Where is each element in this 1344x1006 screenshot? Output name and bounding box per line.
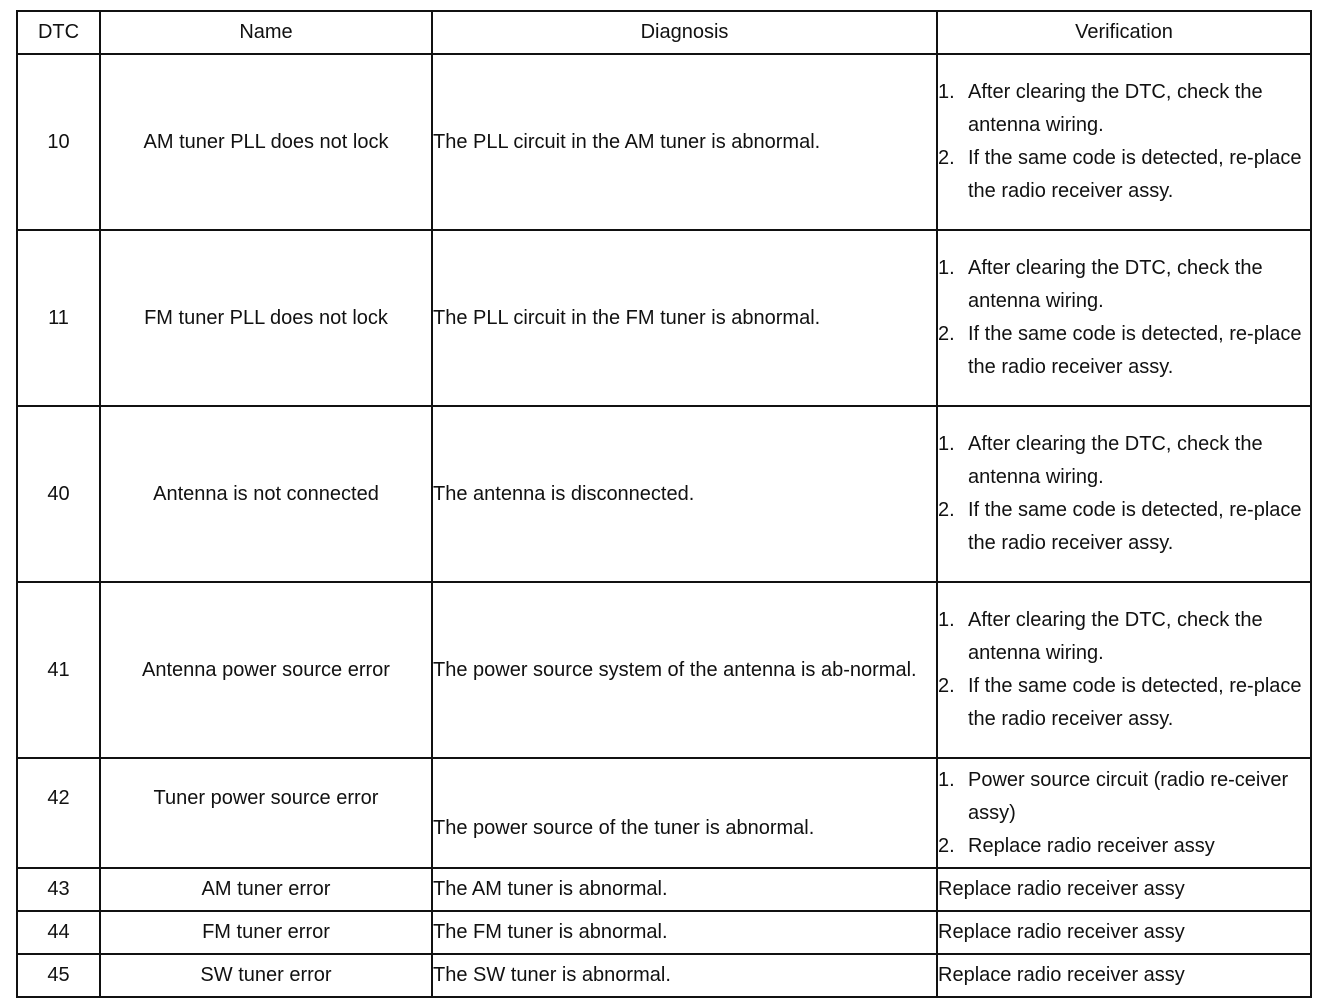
header-row (17, 11, 1311, 54)
header-diagnosis: Diagnosis (432, 11, 937, 54)
verification-step: 1. After clearing the DTC, check the antenna wiring. (938, 609, 1263, 664)
table-row (17, 868, 1311, 911)
dtc-verification (937, 230, 1311, 406)
dtc-code: 45 (17, 954, 100, 997)
dtc-diagnosis: The power source system of the antenna is ab-normal. (432, 582, 937, 758)
table-row (17, 406, 1311, 582)
dtc-code: 41 (17, 582, 100, 758)
verification-step: 1. After clearing the DTC, check the antenna wiring. (938, 257, 1263, 312)
dtc-diagnosis: The FM tuner is abnormal. (432, 911, 937, 954)
dtc-code: 10 (17, 54, 100, 230)
table-row (17, 582, 1311, 758)
dtc-name: FM tuner error (100, 911, 432, 954)
dtc-verification: Replace radio receiver assy (937, 868, 1311, 911)
dtc-diagnosis: The PLL circuit in the AM tuner is abnormal. (432, 54, 937, 230)
verification-step: 2. If the same code is detected, re-place the radio receiver assy. (938, 323, 1302, 378)
verification-step: 2. If the same code is detected, re-place the radio receiver assy. (938, 499, 1302, 554)
dtc-diagnosis: The antenna is disconnected. (432, 406, 937, 582)
dtc-verification: Replace radio receiver assy (937, 954, 1311, 997)
dtc-name: Tuner power source error (100, 758, 432, 868)
dtc-diagnosis: The power source of the tuner is abnormal. (432, 758, 937, 868)
table-row (17, 54, 1311, 230)
verification-step: 1. Power source circuit (radio re-ceiver assy) (938, 768, 1289, 824)
verification-step: 1. After clearing the DTC, check the antenna wiring. (938, 81, 1263, 136)
dtc-verification (937, 406, 1311, 582)
verification-step: 2. If the same code is detected, re-place the radio receiver assy. (938, 675, 1302, 730)
table-row (17, 758, 1311, 868)
dtc-code: 44 (17, 911, 100, 954)
dtc-verification: Replace radio receiver assy (937, 911, 1311, 954)
verification-step: 2. If the same code is detected, re-place the radio receiver assy. (938, 147, 1302, 202)
dtc-name: AM tuner PLL does not lock (100, 54, 432, 230)
dtc-code: 43 (17, 868, 100, 911)
table-row (17, 230, 1311, 406)
table-row (17, 911, 1311, 954)
verification-step: 1. After clearing the DTC, check the antenna wiring. (938, 433, 1263, 488)
dtc-name: Antenna is not connected (100, 406, 432, 582)
header-verification: Verification (937, 11, 1311, 54)
dtc-name: SW tuner error (100, 954, 432, 997)
dtc-diagnosis: The SW tuner is abnormal. (432, 954, 937, 997)
dtc-diagnosis: The PLL circuit in the FM tuner is abnormal. (432, 230, 937, 406)
dtc-code: 42 (17, 758, 100, 868)
dtc-name: FM tuner PLL does not lock (100, 230, 432, 406)
dtc-code: 11 (17, 230, 100, 406)
dtc-table (16, 10, 1312, 998)
dtc-code: 40 (17, 406, 100, 582)
header-name: Name (100, 11, 432, 54)
dtc-name: AM tuner error (100, 868, 432, 911)
dtc-diagnosis: The AM tuner is abnormal. (432, 868, 937, 911)
dtc-verification (937, 758, 1311, 868)
dtc-verification (937, 54, 1311, 230)
table-row (17, 954, 1311, 997)
verification-step: 2. Replace radio receiver assy (938, 834, 1215, 857)
dtc-verification (937, 582, 1311, 758)
dtc-name: Antenna power source error (100, 582, 432, 758)
header-dtc: DTC (17, 11, 100, 54)
